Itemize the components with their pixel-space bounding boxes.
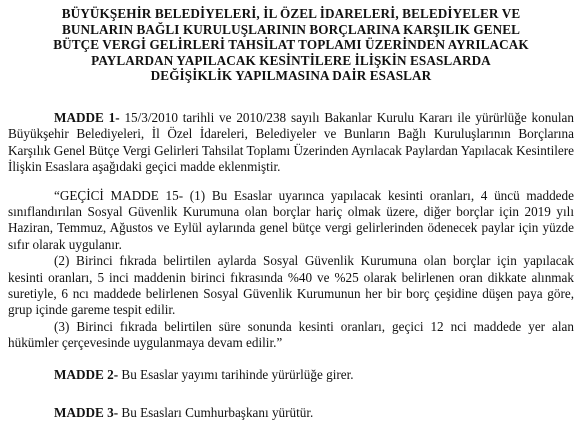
- provisional-article-paragraph-3: (3) Birinci fıkrada belirtilen süre sonunda kesinti oranları, geçici 12 nci maddede yer alan hükümler çerçevesinde uygulanmaya devam edilir.”: [8, 318, 574, 351]
- article-3-label: MADDE 3-: [54, 405, 119, 421]
- article-1-label: MADDE 1-: [54, 109, 120, 125]
- article-2-label: MADDE 2-: [54, 366, 119, 382]
- article-2-text: Bu Esaslar yayımı tarihinde yürürlüğe girer.: [118, 366, 354, 382]
- article-2: [8, 367, 574, 383]
- article-3: [8, 405, 574, 421]
- document-title: BÜYÜKŞEHİR BELEDİYELERİ, İL ÖZEL İDARELERİ, BELEDİYELER VE BUNLARIN BAĞLI KURULUŞLARININ BORÇLARINA KARŞILIK GENEL BÜTÇE VERGİ GELİRLERİ TAHSİLAT TOPLAMI ÜZERİNDEN AYRILACAK PAYLARDAN YAPILACAK KESİNTİLERE İLİŞKİN ESASLARDA DEĞİŞİKLİK YAPILMASINA DAİR ESASLAR: [53, 6, 529, 84]
- provisional-article-paragraph-1: “GEÇİCİ MADDE 15- (1) Bu Esaslar uyarınca yapılacak kesinti oranları, 4 üncü maddede sınıflandırılan Sosyal Güvenlik Kurumuna olan borçlar hariç olmak üzere, diğer borçlar için 2019 yılı Haziran, Temmuz, Ağustos ve Eylül aylarında genel bütçe vergi gelirlerinden ödenecek paylar için yüzde sıfır olarak uygulanır.: [8, 187, 574, 252]
- article-3-text: Bu Esasları Cumhurbaşkanı yürütür.: [118, 405, 314, 421]
- article-1-text: 15/3/2010 tarihli ve 2010/238 sayılı Bakanlar Kurulu Kararı ile yürürlüğe konulan Büyükşehir Belediyeleri, İl Özel İdareleri, Belediyeler ve Bunların Bağlı Kuruluşlarının Borçlarına Karşılık Genel Bütçe Vergi Gelirleri Tahsilat Toplamı Üzerinden Ayrılacak Paylardan Yapılacak Kesintilere İlişkin Esaslara aşağıdaki geçici madde eklenmiştir.: [8, 109, 574, 175]
- document: [8, 6, 574, 421]
- article-1: [8, 110, 574, 176]
- provisional-article-paragraph-2: (2) Birinci fıkrada belirtilen aylarda Sosyal Güvenlik Kurumuna olan borçlar için yapılacak kesinti oranları, 5 inci maddenin birinci fıkrasında %40 ve %25 olarak belirlenen oran dikkate alınmak suretiyle, 6 ncı maddede belirlenen Sosyal Güvenlik Kurumunun her bir borç çeşidine düşen paya göre, grup içinde gareme tespit edilir.: [8, 253, 574, 318]
